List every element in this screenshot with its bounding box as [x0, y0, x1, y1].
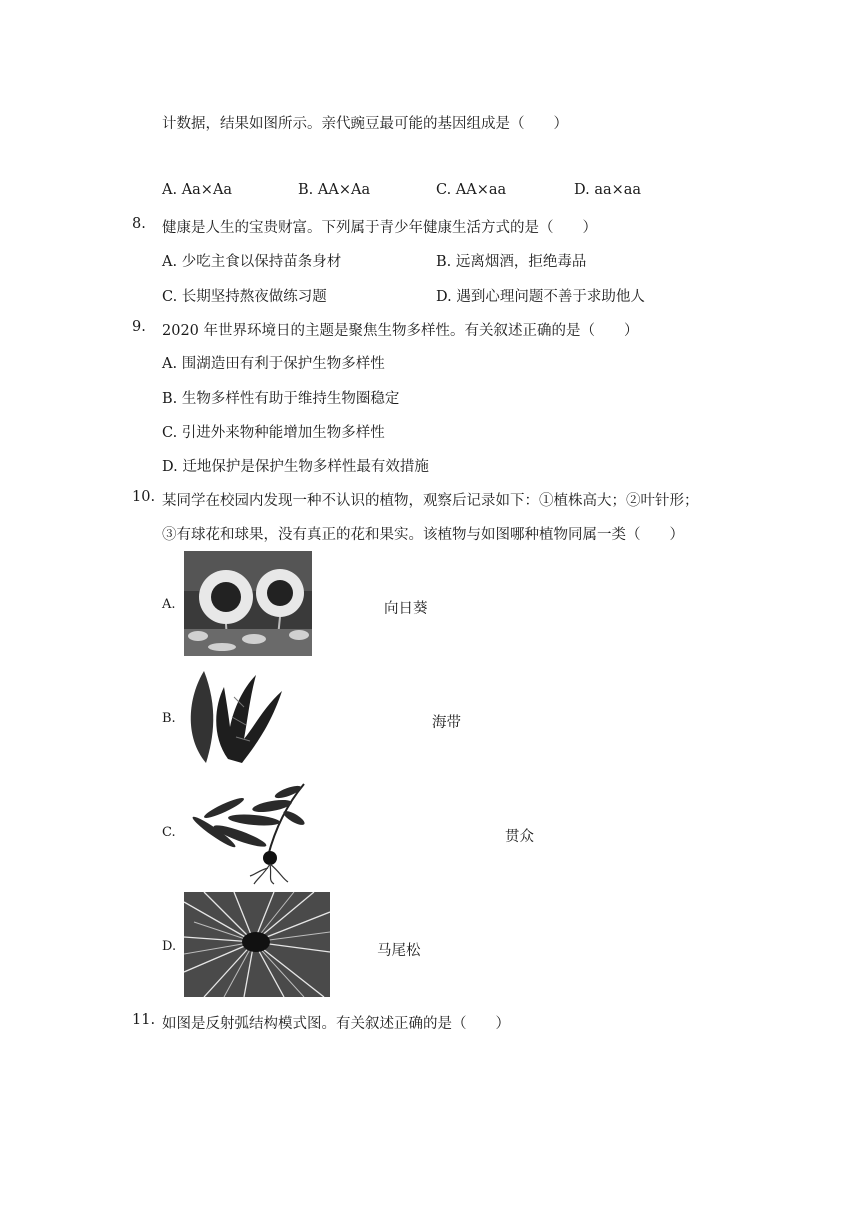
q10-option-c-name: 贯众 — [505, 829, 534, 845]
q9-option-a: A. 围湖造田有利于保护生物多样性 — [162, 356, 385, 372]
fern-photo-icon — [184, 778, 310, 886]
q10-stem-line2: ③有球花和球果，没有真正的花和果实。该植物与如图哪种植物同属一类（ ） — [162, 527, 684, 543]
q7-option-d: D. aa×aa — [574, 182, 642, 198]
q8-option-b: B. 远离烟酒，拒绝毒品 — [436, 254, 587, 270]
q9-stem: 2020 年世界环境日的主题是聚焦生物多样性。有关叙述正确的是（ ） — [162, 323, 639, 339]
q10-number: 10. — [132, 489, 156, 505]
q9-option-b: B. 生物多样性有助于维持生物圈稳定 — [162, 391, 400, 407]
q8-number: 8. — [132, 216, 146, 232]
q10-stem-line1: 某同学在校园内发现一种不认识的植物，观察后记录如下：①植株高大；②叶针形； — [162, 493, 699, 509]
pine-photo-icon — [184, 892, 330, 997]
q8-option-d: D. 遇到心理问题不善于求助他人 — [436, 289, 645, 305]
q9-option-c: C. 引进外来物种能增加生物多样性 — [162, 425, 385, 441]
q10-option-a-name: 向日葵 — [384, 601, 428, 617]
q10-option-b-name: 海带 — [432, 715, 461, 731]
q9-number: 9. — [132, 319, 146, 335]
q7-option-a: A. Aa×Aa — [162, 182, 233, 198]
q8-stem: 健康是人生的宝贵财富。下列属于青少年健康生活方式的是（ ） — [162, 220, 597, 236]
q8-option-c: C. 长期坚持熬夜做练习题 — [162, 289, 327, 305]
q11-stem: 如图是反射弧结构模式图。有关叙述正确的是（ ） — [162, 1016, 510, 1032]
q10-option-d-name: 马尾松 — [377, 943, 421, 959]
q10-option-b-letter: B. — [162, 711, 176, 726]
q11-number: 11. — [132, 1012, 156, 1028]
q10-option-c-letter: C. — [162, 825, 176, 840]
kelp-photo-icon — [184, 667, 284, 767]
sunflower-photo-icon — [184, 551, 312, 656]
q7-option-b: B. AA×Aa — [298, 182, 371, 198]
q8-option-a: A. 少吃主食以保持苗条身材 — [162, 254, 342, 270]
q10-option-a-letter: A. — [162, 597, 176, 612]
q9-option-d: D. 迁地保护是保护生物多样性最有效措施 — [162, 459, 429, 475]
q10-option-d-letter: D. — [162, 939, 177, 954]
q7-stem-continuation: 计数据，结果如图所示。亲代豌豆最可能的基因组成是（ ） — [162, 116, 568, 132]
q7-option-c: C. AA×aa — [436, 182, 507, 198]
